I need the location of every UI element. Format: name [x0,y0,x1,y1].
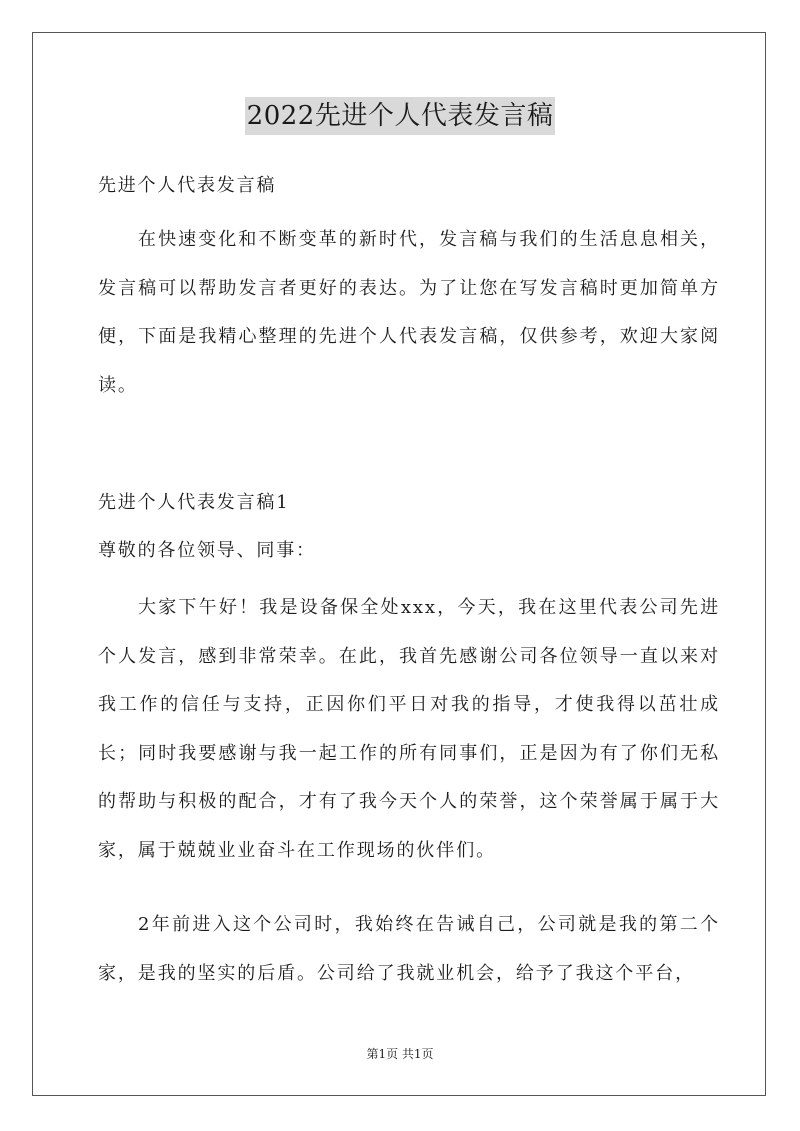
salutation: 尊敬的各位领导、同事： [98,540,316,561]
intro-paragraph: 在快速变化和不断变革的新时代，发言稿与我们的生活息息相关，发言稿可以帮助发言者更好的表达。为了让您在写发言稿时更加简单方便，下面是我精心整理的先进个人代表发言稿，仅供参考，欢迎大家阅读。 [98,229,720,396]
title-container [0,97,800,135]
section-heading: 先进个人代表发言稿1 [98,492,290,513]
document-title: 2022先进个人代表发言稿 [245,97,556,135]
page-footer: 第1页 共1页 [366,1047,434,1061]
body-paragraph-1: 大家下午好！我是设备保全处xxx，今天，我在这里代表公司先进个人发言，感到非常荣幸。在此，我首先感谢公司各位领导一直以来对我工作的信任与支持，正因你们平日对我的指导，才使我得以茁壮成长；同时我要感谢与我一起工作的所有同事们，正是因为有了你们无私的帮助与积极的配合，才有了我今天个人的荣誉，这个荣誉属于属于大家，属于兢兢业业奋斗在工作现场的伙伴们。 [98,597,720,861]
document-subtitle: 先进个人代表发言稿 [98,175,277,196]
body-paragraph-2: 2年前进入这个公司时，我始终在告诫自己，公司就是我的第二个家，是我的坚实的后盾。公司给了我就业机会，给予了我这个平台， [98,914,720,984]
